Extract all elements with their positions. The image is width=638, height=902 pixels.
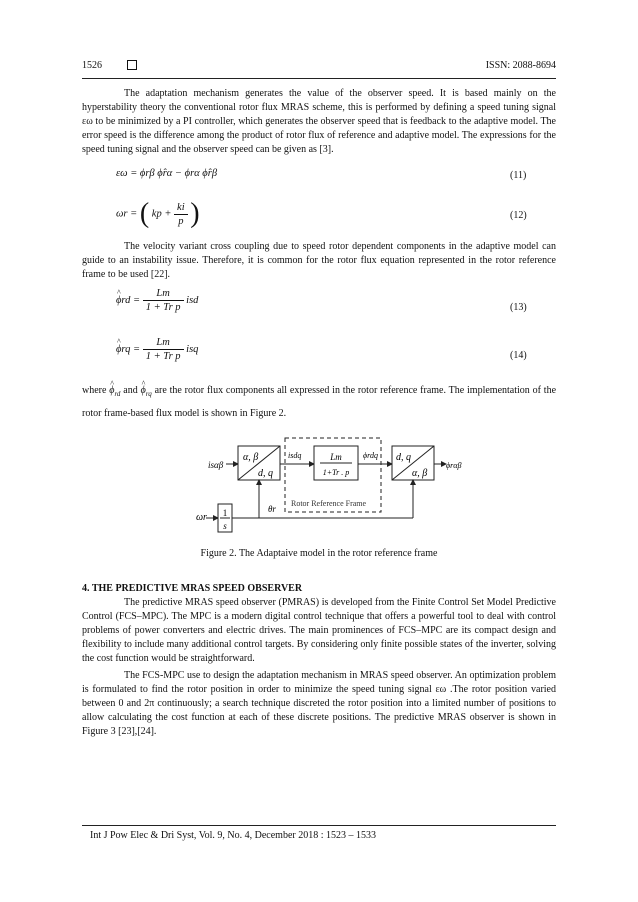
inverse-bottom: α, β <box>412 468 428 479</box>
paragraph-fcs-mpc: The FCS-MPC use to design the adaptation mechanism in MRAS speed observer. An optimization problem is formulated to find the rotor position in order to minimize the speed tuning signal εω .The rotor position varied between 0 and 2π continuously; a search technique discreted the rotor position into a limited number of positions to allow calculating the cost function at each of these discrete positions. The predictive MRAS observer is shown in Figure 3 [23],[24]. <box>82 670 556 737</box>
eq14-lhs: ^ ϕrq = <box>116 344 140 355</box>
equation-13 <box>116 288 198 313</box>
int-num: 1 <box>222 508 228 518</box>
section-title: 4. THE PREDICTIVE MRAS SPEED OBSERVER <box>82 583 303 594</box>
paragraph-where <box>82 381 556 423</box>
footer-rule <box>82 825 556 826</box>
tf-num: Lm <box>330 452 342 462</box>
figure-2-diagram <box>190 432 470 536</box>
output-label: ϕrαβ <box>446 461 462 470</box>
paragraph-velocity: The velocity variant cross coupling due to speed rotor dependent components in the adaptive model can guide to an instability issue. Therefore, it is common for the rotor flux equation represented in the rotor reference frame to be used [22]. <box>82 241 556 280</box>
eq11-rhs: = ϕrβ ϕ̂rα − ϕrα ϕ̂rβ <box>130 168 218 179</box>
eq12-kp: kp + <box>151 208 172 220</box>
park-top: α, β <box>243 452 259 463</box>
eq13-number: (13) <box>510 302 527 313</box>
figure-caption: Figure 2. The Adaptaive model in the rotor reference frame <box>200 548 438 559</box>
and-text: and <box>123 385 138 396</box>
footer-citation: Int J Pow Elec & Dri Syst, Vol. 9, No. 4, December 2018 : 1523 – 1533 <box>90 830 377 841</box>
equation-14 <box>116 337 198 362</box>
eq13-den: 1 + Tr p <box>145 302 181 313</box>
eq14-den: 1 + Tr p <box>145 351 181 362</box>
header-rule <box>82 78 556 79</box>
eq13-isd: isd <box>186 294 199 306</box>
equation-11 <box>116 168 217 179</box>
frame-label: Rotor Reference Frame <box>291 499 367 508</box>
issn: ISSN: 2088-8694 <box>485 60 556 71</box>
paragraph-adaptation: The adaptation mechanism generates the value of the observer speed. It is based mainly on the hyperstability theory the conventional rotor flux MRAS scheme, this is performed by defining a speed tuning signal εω to be minimized by a PI controller, which generates the observer speed that is feedback to the adaptive model. The error speed is the difference among the product of rotor flux of reference and adaptive model. The expressions for the speed tuning signal and the observer speed can be given as [3]. <box>82 88 556 155</box>
eq13-fraction <box>143 288 184 313</box>
paren-close: ) <box>190 198 200 229</box>
paragraph-pmras: The predictive MRAS speed observer (PMRAS) is developed from the Finite Control Set Model Predictive Control (FCS–MPC). The MPC is a modern digital control technique that offers a powerful tool to deal with control problems of power converters and electric drives. The main prominences of FCS–MPC are its compact design and flexibility to include many additional control targets. By considering only finite possible states of the inverter, solving the cost function would be straightforward. <box>82 597 556 664</box>
theta-label: θr <box>268 504 276 514</box>
eq12-p: p <box>178 215 184 227</box>
input-label: isαβ <box>208 460 224 470</box>
where-rest: are the rotor flux components all expressed in the rotor reference frame. The implementation of the rotor frame-based flux model is shown in Figure 2. <box>82 385 557 419</box>
eq11-lhs: εω <box>116 168 128 179</box>
eq14-number: (14) <box>510 350 527 361</box>
paren-open: ( <box>139 198 150 229</box>
eq14-lm: Lm <box>143 337 184 350</box>
phi-rq-symbol: ^ $\phi_{rq}$ <box>141 381 152 404</box>
eq13-lm: Lm <box>143 288 184 301</box>
eq14-fraction <box>143 337 184 362</box>
square-icon <box>127 60 137 70</box>
omega-label: ωr <box>196 512 207 523</box>
eq12-lhs: ωr = <box>116 208 138 220</box>
eq14-isq: isq <box>186 343 199 355</box>
equation-12 <box>116 198 200 230</box>
phi-rd-symbol: ^ $\phi_{rd}$ <box>109 381 120 404</box>
eq11-number: (11) <box>510 170 527 181</box>
where-text: where <box>82 385 107 396</box>
page-number: 1526 <box>82 60 102 71</box>
eq13-lhs: ^ ϕrd = <box>116 295 140 306</box>
eq12-fraction <box>174 202 188 227</box>
int-den: s <box>223 521 227 531</box>
park-bottom: d, q <box>258 468 273 479</box>
tf-den: 1+Tr . p <box>322 468 350 477</box>
isdq-label: isdq <box>288 451 302 460</box>
phirdq-label: ϕrdq <box>363 451 378 460</box>
eq12-number: (12) <box>510 210 527 221</box>
inverse-top: d, q <box>396 452 411 463</box>
eq12-ki: ki <box>174 202 188 215</box>
